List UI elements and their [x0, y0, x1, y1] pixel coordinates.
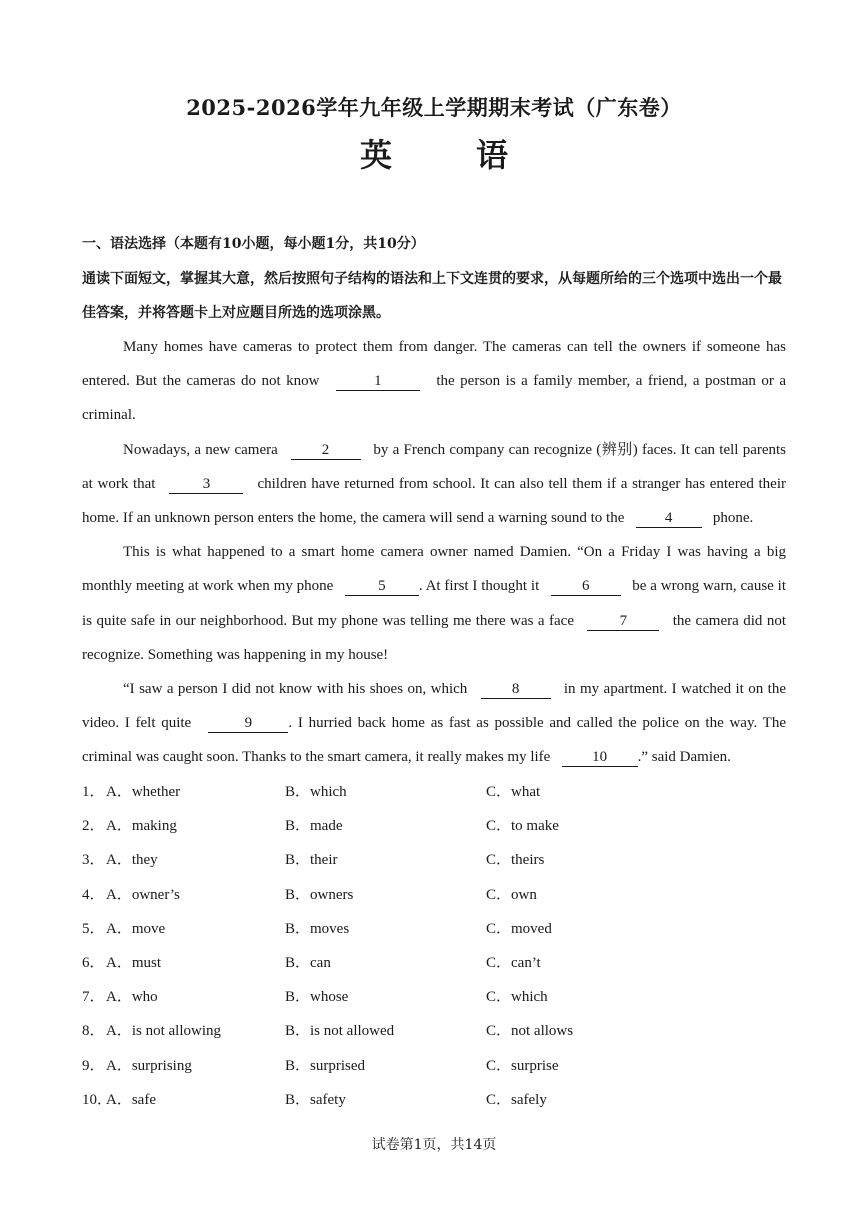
reading-passage: [82, 330, 786, 775]
option-c: C．theirs: [486, 852, 545, 869]
passage-text: phone.: [712, 510, 754, 527]
answer-options: [82, 772, 786, 1114]
passage-text: by a French company can recognize (辨别) faces. It can tell parents at work that: [82, 441, 787, 492]
blank-9: 9: [208, 715, 288, 733]
option-c: C．to make: [486, 818, 559, 835]
option-row-4: [82, 875, 786, 909]
passage-paragraph-4: [82, 672, 786, 775]
option-a: A．whether: [106, 784, 181, 800]
section-instructions: 通读下面短文，掌握其大意，然后按照句子结构的语法和上下文连贯的要求，从每题所给的三个选项中选出一个最佳答案，并将答题卡上对应题目所选的选项涂黑。: [82, 271, 782, 321]
exam-title: 2025-2026学年九年级上学期期末考试（广东卷）: [186, 95, 682, 120]
passage-paragraph-3: [82, 535, 786, 672]
blank-4: 4: [636, 510, 702, 528]
question-number: 3．: [82, 852, 105, 869]
blank-1: 1: [336, 373, 420, 391]
option-row-8: [82, 1011, 786, 1045]
option-a: A．who: [106, 989, 158, 1006]
passage-text: the person is a family member, a friend, a postman or a criminal.: [82, 373, 787, 424]
option-row-7: [82, 977, 786, 1011]
option-b: B．made: [285, 818, 343, 835]
option-row-6: [82, 943, 786, 977]
option-b: B．which: [285, 784, 347, 800]
passage-text: . At first I thought it: [418, 578, 540, 595]
passage-text: Nowadays, a new camera: [123, 441, 278, 458]
blank-10: 10: [562, 749, 638, 767]
option-c: C．surprise: [486, 1057, 559, 1074]
option-a: A．surprising: [106, 1057, 192, 1074]
option-a: A．is not allowing: [106, 1023, 221, 1040]
option-c: C．safely: [486, 1091, 547, 1108]
passage-text: children have returned from school. It can also tell them if a stranger has entered their home. If an unknown person enters the home, the camera will send a warning sound to the: [82, 475, 786, 527]
blank-8: 8: [481, 681, 551, 699]
passage-text: in my apartment. I watched it on the video. I felt quite: [82, 681, 787, 732]
passage-text: “I saw a person I did not know with his shoes on, which: [123, 681, 468, 698]
question-number: 8．: [82, 1023, 105, 1040]
option-b: B．is not allowed: [285, 1023, 395, 1040]
blank-2: 2: [291, 442, 361, 460]
passage-text: This is what happened to a smart home camera owner named Damien. “On a Friday I was having a big monthly meeting at work when my phone: [82, 544, 786, 595]
option-a: A．they: [106, 852, 158, 869]
question-number: 1．: [82, 784, 105, 800]
passage-text: . I hurried back home as fast as possible and called the police on the way. The criminal was caught soon. Thanks to the smart camera, it really makes my life: [82, 715, 787, 766]
question-number: 2．: [82, 818, 105, 835]
option-b: B．owners: [285, 886, 354, 903]
option-row-10: [82, 1080, 786, 1114]
option-a: A．safe: [106, 1091, 156, 1108]
blank-3: 3: [169, 476, 243, 494]
question-number: 5．: [82, 920, 105, 937]
passage-text: .” said Damien.: [637, 749, 731, 766]
blank-6: 6: [551, 578, 621, 596]
option-b: B．surprised: [285, 1057, 365, 1074]
passage-text: Many homes have cameras to protect them from danger. The cameras can tell the owners if someone has entered. But the cameras do not know: [82, 339, 786, 390]
option-a: A．must: [106, 954, 162, 971]
option-b: B．moves: [285, 920, 350, 937]
passage-paragraph-1: [82, 330, 786, 433]
option-b: B．safety: [285, 1091, 346, 1108]
option-a: A．owner’s: [106, 886, 180, 903]
option-a: A．making: [106, 818, 177, 835]
page-footer: 试卷第1页，共14页: [371, 1137, 497, 1153]
passage-text: the camera did not recognize. Something was happening in my house!: [82, 612, 786, 663]
question-number: 4．: [82, 886, 105, 903]
option-c: C．own: [486, 886, 537, 903]
option-c: C．which: [486, 989, 548, 1006]
option-row-9: [82, 1046, 786, 1080]
option-row-2: [82, 806, 786, 840]
section-heading: 一、语法选择（本题有10小题，每小题1分，共10分）: [82, 236, 425, 252]
question-number: 6．: [82, 954, 105, 971]
blank-5: 5: [345, 578, 419, 596]
question-number: 7．: [82, 989, 105, 1006]
blank-7: 7: [587, 613, 659, 631]
subject-title: 英 语: [359, 136, 534, 174]
question-number: 10．: [82, 1091, 113, 1108]
option-b: B．can: [285, 954, 331, 971]
option-c: C．what: [486, 784, 541, 800]
option-row-3: [82, 840, 786, 874]
option-b: B．their: [285, 852, 338, 869]
option-c: C．can’t: [486, 954, 541, 971]
option-c: C．not allows: [486, 1023, 574, 1040]
option-a: A．move: [106, 920, 166, 937]
option-row-5: [82, 909, 786, 943]
option-c: C．moved: [486, 920, 552, 937]
question-number: 9．: [82, 1057, 105, 1074]
passage-text: be a wrong warn, cause it is quite safe in our neighborhood. But my phone was telling me there was a face: [82, 578, 787, 629]
passage-paragraph-2: [82, 433, 786, 536]
option-row-1: [82, 772, 786, 806]
option-b: B．whose: [285, 989, 349, 1006]
